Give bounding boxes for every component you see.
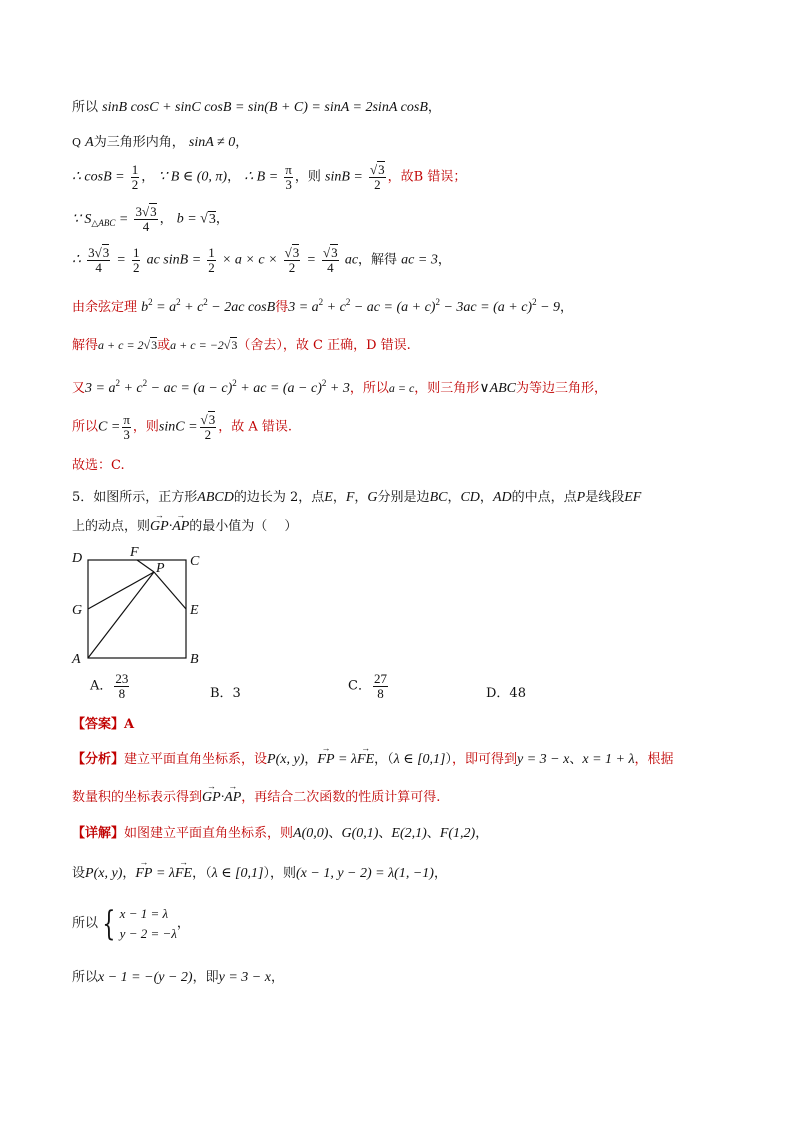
text: 8 — [118, 685, 126, 701]
question-line-1: 5．如图所示，正方形ABCD的边长为 2，点E，F，G分别是边BC，CD，AD的中点，点P是线段EF — [72, 490, 642, 505]
answer-line — [72, 717, 134, 733]
text: 故选：C. — [72, 458, 125, 473]
text: 或 — [157, 338, 171, 353]
final-choice — [72, 458, 125, 474]
text: ，故 A 错误. — [218, 419, 292, 435]
detail-line-2: 设P(x, y)，→ FP = λ→ FE，（λ ∈ [0,1]），则(x − 1, y − 2) = λ(1, −1)， — [72, 866, 447, 883]
text: 得 — [275, 300, 289, 315]
text: B．3 — [210, 686, 241, 701]
text: 的中点，点 — [511, 490, 577, 505]
text: 27 — [373, 671, 387, 686]
option-d — [486, 682, 526, 701]
text: 的最小值为（ ） — [189, 519, 298, 534]
text: ，再结合二次函数的性质计算可得. — [241, 790, 441, 805]
detail-line-3: 所以 { x − 1 = λ y − 2 = −λ ， — [72, 903, 190, 944]
line-ac: ∴ $\frac{3√3}{4}$ = $\frac{1}{2}$ ac sinB = $\frac{1}{2}$ × a × c × $\frac{√3}{2}$ = $\frac{√3}{4}$ ac，解得 ac = 3， — [72, 245, 451, 275]
line-angle-nonzero: Q A为三角形内角， sinA ≠ 0， — [72, 135, 249, 150]
text: 为三角形内角， — [93, 135, 185, 150]
detail-line-1: 【详解】如图建立平面直角坐标系，则A(0,0)、G(0,1)、E(2,1)、F(1,2)， — [72, 826, 489, 841]
detail-tag: 【详解】 — [72, 826, 125, 841]
text: ，即 — [192, 970, 219, 985]
text: 所以 — [72, 916, 99, 931]
segment-AP — [88, 572, 154, 658]
label-F: F — [130, 545, 139, 560]
text: 为等边三角形， — [516, 381, 608, 396]
text: 数量积的坐标表示得到 — [72, 790, 203, 805]
text: 所以 — [72, 419, 99, 435]
label-C: C — [190, 554, 200, 569]
text: 上的动点，则 — [72, 519, 151, 534]
segment-FP — [137, 560, 154, 572]
text: （舍去），故 C 正确，D 错误. — [237, 338, 411, 353]
text: 建立平面直角坐标系，设 — [124, 752, 268, 767]
segment-GP — [88, 572, 154, 609]
text: 8 — [377, 685, 384, 701]
text: 由余弦定理 — [72, 300, 138, 315]
line-cosB: ∴ cosB = $\frac{1}{2}$ ， ∵ B ∈ (0, π)， ∴ B = $\frac{\pi}{3}$ ，则 sinB = $\frac{√3}{2}$ ，故B 错误； — [72, 162, 467, 192]
text: Q — [72, 136, 82, 149]
text: ，即可得到 — [451, 752, 517, 767]
text: 的边长为 2，点 — [233, 490, 325, 505]
line-sum-of-products: 所以 sinB cosC + sinC cosB = sin(B + C) = sinA = 2sinA cosB， — [72, 100, 441, 115]
text: ，根据 — [634, 752, 674, 767]
square-figure — [70, 545, 210, 675]
label-G: G — [72, 603, 83, 618]
analysis-tag: 【分析】 — [72, 752, 125, 767]
analysis-line-1: 【分析】建立平面直角坐标系，设P(x, y)，→ FP = λ→ FE，（λ ∈ [0,1]），即可得到y = 3 − x、x = 1 + λ，根据 — [72, 752, 674, 769]
line-angle-C: 所以C = $\frac{\pi}{3}$ ，则sinC = $\frac{√3}{2}$ ，故 A 错误. — [72, 412, 292, 442]
label-D: D — [72, 551, 83, 566]
text: 所以 — [72, 100, 99, 115]
question-number: 5． — [72, 490, 94, 505]
text: ，故B 错误； — [387, 169, 467, 185]
line-cosine-law: 由余弦定理 $b^2 = a^2 + c^2 - 2ac$ cosB得$3 = a^2 + c^2$ − ac = $(a + c)^2 - 3ac = (a + c)^2 - 9$， — [72, 297, 574, 315]
label-A: A — [72, 652, 81, 667]
option-b — [210, 682, 241, 701]
label-P: P — [156, 561, 165, 576]
line-area: ∵ $S_{\triangle ABC}$ = $\frac{3√3}{4}$ ， b = √3， — [72, 204, 229, 234]
text: 分别是边 — [377, 490, 430, 505]
detail-line-4: 所以x − 1 = −(y − 2)，即y = 3 − x， — [72, 970, 284, 985]
text: 所以 — [72, 970, 99, 985]
line-equilateral: 又$3 = a^2 + c^2$ − ac = $(a - c)^2$ + ac = $(a - c)^2 + 3$，所以a = c，则三角形∨ABC为等边三角形， — [72, 378, 608, 396]
option-a — [90, 672, 131, 700]
line-a-plus-c: 解得a + c = 2√3或a + c = −2√3（舍去），故 C 正确，D 错误. — [72, 338, 411, 353]
option-c — [348, 672, 390, 700]
answer-value: A — [124, 717, 135, 732]
segment-PE — [154, 572, 186, 609]
text: D．48 — [486, 686, 526, 701]
text: 又 — [72, 381, 86, 396]
answer-tag: 【答案】 — [72, 717, 125, 732]
text: C． — [348, 678, 371, 694]
text: 如图建立平面直角坐标系，则 — [124, 826, 294, 841]
text: 是线段 — [585, 490, 625, 505]
text: 23 — [115, 671, 129, 686]
question-line-2: 上的动点，则→ GP·→ AP的最小值为（ ） — [72, 519, 297, 536]
text: 如图所示，正方形 — [93, 490, 198, 505]
label-B: B — [190, 652, 199, 667]
text: 解得 — [72, 338, 99, 353]
text: ，则 — [269, 866, 296, 881]
label-E: E — [190, 603, 199, 618]
text: ，则三角形 — [414, 381, 480, 396]
text: A． — [90, 678, 113, 694]
analysis-line-2: 数量积的坐标表示得到→ GP·→ AP，再结合二次函数的性质计算可得. — [72, 790, 440, 807]
text: 设 — [72, 866, 86, 881]
text: ，所以 — [349, 381, 389, 396]
square-abcd — [88, 560, 186, 658]
text: ，则 — [132, 419, 159, 435]
